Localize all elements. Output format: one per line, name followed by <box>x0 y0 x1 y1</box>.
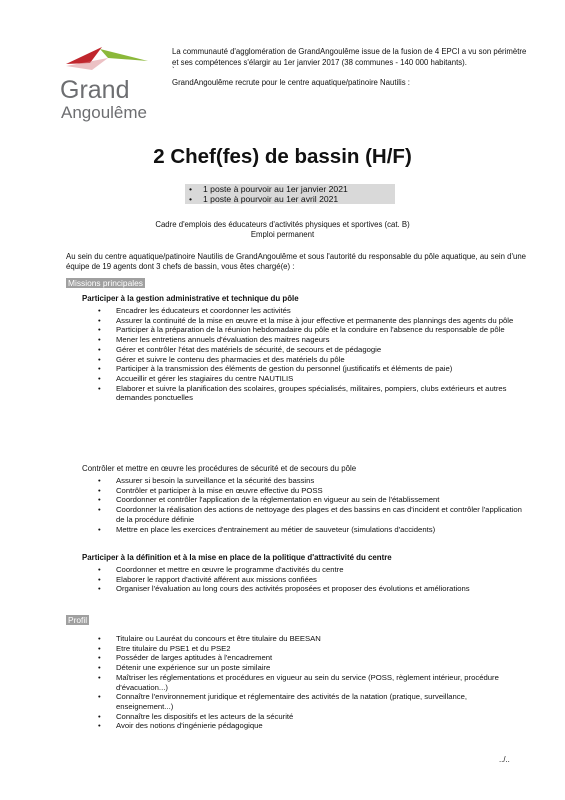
intro-recrute: GrandAngoulême recrute pour le centre aquatique/patinoire Nautilis : <box>172 78 410 88</box>
logo-graphic <box>44 36 162 122</box>
list-item: • Accueillir et gérer les stagiaires du centre NAUTILIS <box>116 374 526 384</box>
list-item: • Mener les entretiens annuels d'évaluation des maitres nageurs <box>116 335 526 345</box>
list-item: • Avoir des notions d'ingénierie pédagogique <box>116 721 526 731</box>
list-item: • Participer à la transmission des éléments de gestion du personnel (justificatifs et éléments de paie) <box>116 364 526 374</box>
list-item: • Organiser l'évaluation au long cours des activités proposées et proposer des évolutions et améliorations <box>116 584 526 594</box>
logo-line1: Grand <box>60 76 130 104</box>
list-item: • Etre titulaire du PSE1 et du PSE2 <box>116 644 526 654</box>
list-item: • Participer à la préparation de la réunion hebdomadaire du pôle et la conduire en l'absence du responsable de pôle <box>116 325 526 335</box>
list-item: • Coordonner la réalisation des actions de nettoyage des plages et des bassins en cas d'incident et contrôler l'application de la procédure définie <box>116 505 526 524</box>
grandangouleme-logo <box>44 36 162 122</box>
logo-line2: Angoulême <box>61 103 148 122</box>
subsection-title: Participer à la définition et à la mise en place de la politique d'attractivité du centre <box>82 553 392 562</box>
list-item: • Gérer et contrôler l'état des matériels de sécurité, de secours et de pédagogie <box>116 345 526 355</box>
list-item: • Mettre en place les exercices d'entrainement au métier de sauveteur (simulations d'accidents) <box>116 525 526 535</box>
job-title: 2 Chef(fes) de bassin (H/F) <box>153 145 412 168</box>
list-item: • Connaître l'environnement juridique et réglementaire des activités de la natation (pratique, surveillance, enseignement...) <box>116 692 526 711</box>
list-item: • Détenir une expérience sur un poste similaire <box>116 663 526 673</box>
section-heading-missions: Missions principales <box>68 278 143 288</box>
list-item: • Elaborer et suivre la planification des scolaires, groupes spécialisés, militaires, pompiers, clubs extérieurs et autres demandes ponctuelles <box>116 384 526 403</box>
intro-block <box>172 47 532 89</box>
list-item: • Gérer et suivre le contenu des pharmacies et des matériels du pôle <box>116 355 526 365</box>
list-item: • Assurer la continuité de la mise en œuvre et la mise à jour effective et permanente des plannings des agents du pôle <box>116 316 526 326</box>
section-heading-profil: Profil <box>68 615 88 625</box>
page-continuation-mark: ../.. <box>499 755 510 764</box>
missions-list-3 <box>116 565 526 594</box>
context-paragraph: Au sein du centre aquatique/patinoire Nautilis de GrandAngoulême et sous l'autorité du responsable du pôle aquatique, au sein d'une équipe de 19 agents dont 3 chefs de bassin, vous êtes chargé(e) : <box>66 252 526 272</box>
list-item: • Posséder de larges aptitudes à l'encadrement <box>116 653 526 663</box>
list-item: • Maîtriser les réglementations et procédures en vigueur au sein du service (POSS, règlement intérieur, procédure d'évacuation...) <box>116 673 526 692</box>
list-item: • Encadrer les éducateurs et coordonner les activités <box>116 306 526 316</box>
cadre-block <box>0 220 565 240</box>
cadre-line: Cadre d'emplois des éducateurs d'activités physiques et sportives (cat. B) <box>155 220 410 229</box>
list-item: • Elaborer le rapport d'activité afférent aux missions confiées <box>116 575 526 585</box>
post-item: • 1 poste à pourvoir au 1er avril 2021 <box>185 194 395 204</box>
intro-tick: ` <box>172 66 175 76</box>
intro-text: La communauté d'agglomération de GrandAngoulême issue de la fusion de 4 EPCI a vu son périmètre et ses compétences s'élargir au 1er janvier 2017 (38 communes - 140 000 habitants). <box>172 47 527 67</box>
list-item: • Contrôler et participer à la mise en œuvre effective du POSS <box>116 486 526 496</box>
post-item: • 1 poste à pourvoir au 1er janvier 2021 <box>185 184 395 194</box>
missions-list-2 <box>116 476 526 534</box>
cadre-line: Emploi permanent <box>250 230 315 239</box>
list-item: • Coordonner et mettre en œuvre le programme d'activités du centre <box>116 565 526 575</box>
subsection-title: Participer à la gestion administrative et technique du pôle <box>82 294 299 303</box>
missions-list-1 <box>116 306 526 403</box>
list-item: • Titulaire ou Lauréat du concours et être titulaire du BEESAN <box>116 634 526 644</box>
list-item: • Connaître les dispositifs et les acteurs de la sécurité <box>116 712 526 722</box>
list-item: • Assurer si besoin la surveillance et la sécurité des bassins <box>116 476 526 486</box>
posts-list <box>185 184 395 204</box>
subsection-title: Contrôler et mettre en œuvre les procédures de sécurité et de secours du pôle <box>82 464 357 473</box>
profil-list <box>116 634 526 731</box>
list-item: • Coordonner et contrôler l'application de la réglementation en vigueur au sein de l'établissement <box>116 495 526 505</box>
